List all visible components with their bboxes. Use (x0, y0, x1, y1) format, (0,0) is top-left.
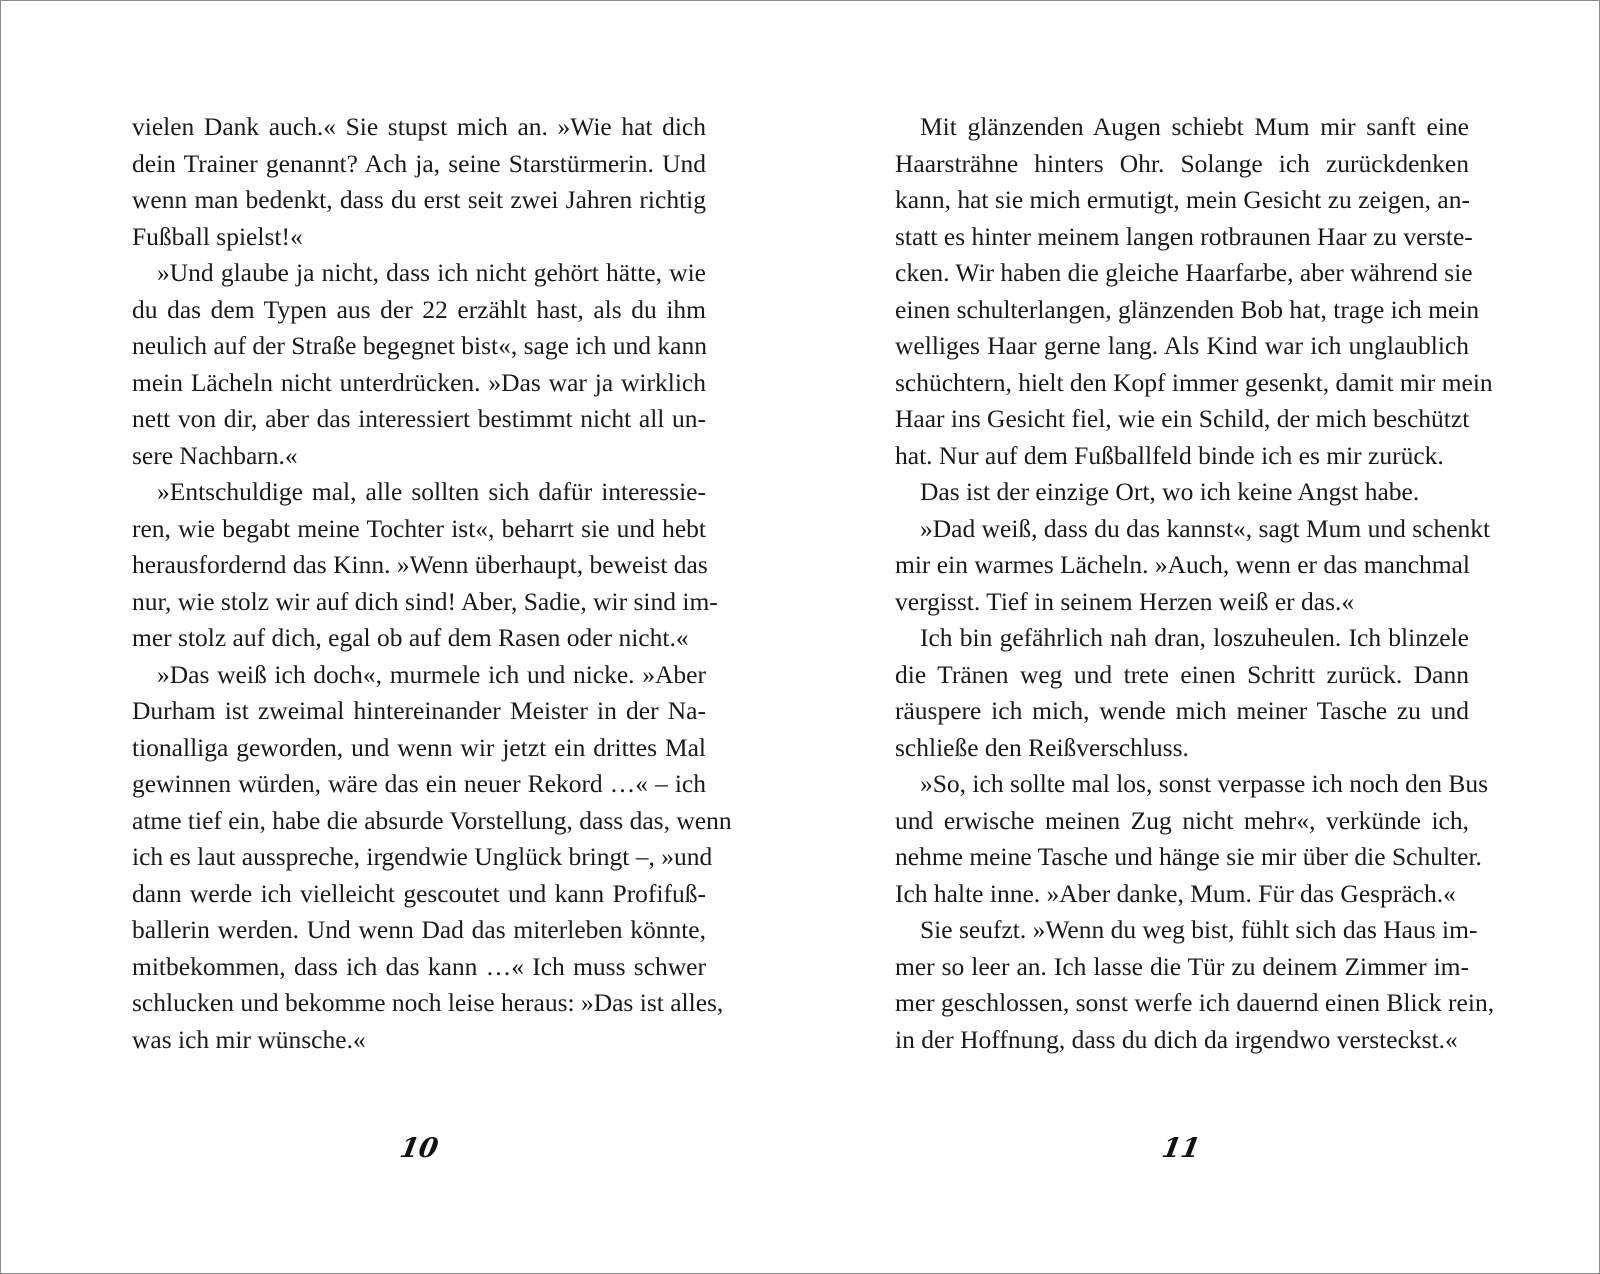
text-line: ich es laut ausspreche, irgendwie Unglück bringt –, »und (132, 842, 713, 871)
text-line: nehme meine Tasche und hänge sie mir über die Schulter. (895, 842, 1482, 871)
text-line: vergisst. Tief in seinem Herzen weiß er das.« (895, 586, 1355, 616)
text-line: welliges Haar gerne lang. Als Kind war ich unglaublich (895, 331, 1469, 360)
text-line: mer stolz auf dich, egal ob auf dem Rasen oder nicht.« (132, 623, 689, 652)
text-line: mer so leer an. Ich lasse die Tür zu deinem Zimmer im- (895, 951, 1469, 981)
text-line: sere Nachbarn.« (132, 440, 298, 470)
page-number-left: 10 (397, 1133, 441, 1164)
text-line: »So, ich sollte mal los, sonst verpasse ich noch den Bus (920, 769, 1489, 798)
text-line: mitbekommen, dass ich das kann …« Ich muss schwer (132, 951, 706, 981)
text-line: Haarsträhne hinters Ohr. Solange ich zurückdenken (895, 148, 1469, 178)
text-line: die Tränen weg und trete einen Schritt zurück. Dann (895, 659, 1469, 689)
text-line: dein Trainer genannt? Ach ja, seine Starstürmerin. Und (132, 148, 706, 178)
text-line: nett von dir, aber das interessiert bestimmt nicht all un- (132, 404, 706, 433)
text-line: Ich halte inne. »Aber danke, Mum. Für das Gespräch.« (895, 878, 1456, 908)
text-line: cken. Wir haben die gleiche Haarfarbe, aber während sie (895, 258, 1473, 287)
text-line: mein Lächeln nicht unterdrücken. »Das war ja wirklich (132, 367, 706, 397)
text-line: mer geschlossen, sonst werfe ich dauernd einen Blick rein, (895, 988, 1495, 1017)
text-line: räuspere ich mich, wende mich meiner Tasche zu und (895, 696, 1469, 725)
text-line: »Das weiß ich doch«, murmele ich und nicke. »Aber (157, 659, 706, 689)
text-line: »Dad weiß, dass du das kannst«, sagt Mum und schenkt (920, 513, 1491, 543)
text-line: Mit glänzenden Augen schiebt Mum mir sanft eine (920, 112, 1469, 141)
text-line: tionalliga geworden, und wenn wir jetzt ein drittes Mal (132, 732, 706, 762)
text-line: nur, wie stolz wir auf dich sind! Aber, Sadie, wir sind im- (132, 586, 718, 616)
text-line: Durham ist zweimal hintereinander Meister in der Na- (132, 696, 706, 725)
text-line: neulich auf der Straße begegnet bist«, sage ich und kann (132, 331, 707, 360)
text-line: »Entschuldige mal, alle sollten sich dafür interessie- (157, 477, 706, 506)
text-line: vielen Dank auch.« Sie stupst mich an. »Wie hat dich (132, 112, 706, 141)
left-page-text (132, 109, 732, 1058)
text-line: ballerin werden. Und wenn Dad das miterleben könnte, (132, 915, 706, 944)
text-line: atme tief ein, habe die absurde Vorstellung, dass das, wenn (132, 805, 732, 835)
text-line: schließe den Reißverschluss. (895, 732, 1189, 762)
text-line: Das ist der einzige Ort, wo ich keine Angst habe. (920, 477, 1420, 506)
text-line: wenn man bedenkt, dass du erst seit zwei Jahren richtig (132, 185, 706, 214)
text-line: »Und glaube ja nicht, dass ich nicht gehört hätte, wie (157, 258, 706, 287)
text-line: du das dem Typen aus der 22 erzählt hast, als du ihm (132, 294, 706, 324)
text-line: schlucken und bekomme noch leise heraus: »Das ist alles, (132, 988, 724, 1017)
text-line: statt es hinter meinem langen rotbraunen Haar zu verste- (895, 221, 1473, 251)
text-line: schüchtern, hielt den Kopf immer gesenkt, damit mir mein (895, 367, 1493, 397)
text-line: dann werde ich vielleicht gescoutet und kann Profifuß- (132, 878, 706, 908)
text-line: mir ein warmes Lächeln. »Auch, wenn er das manchmal (895, 550, 1470, 579)
text-line: in der Hoffnung, dass du dich da irgendwo versteckst.« (895, 1024, 1458, 1054)
text-line: Fußball spielst!« (132, 221, 303, 251)
text-line: kann, hat sie mich ermutigt, mein Gesicht zu zeigen, an- (895, 185, 1470, 214)
text-line: Ich bin gefährlich nah dran, loszuheulen. Ich blinzele (920, 623, 1469, 652)
right-page-text (895, 109, 1495, 1058)
text-line: hat. Nur auf dem Fußballfeld binde ich es mir zurück. (895, 440, 1444, 470)
text-line: Haar ins Gesicht fiel, wie ein Schild, der mich beschützt (895, 404, 1470, 433)
text-line: herausfordernd das Kinn. »Wenn überhaupt, beweist das (132, 550, 708, 579)
text-line: was ich mir wünsche.« (132, 1024, 366, 1054)
text-line: Sie seufzt. »Wenn du weg bist, fühlt sich das Haus im- (920, 915, 1478, 944)
text-line: und erwische meinen Zug nicht mehr«, verkünde ich, (895, 805, 1469, 835)
text-line: einen schulterlangen, glänzenden Bob hat, trage ich mein (895, 294, 1480, 324)
text-line: ren, wie begabt meine Tochter ist«, beharrt sie und hebt (132, 513, 706, 543)
page-number-right: 11 (1159, 1133, 1203, 1164)
text-line: gewinnen würden, wäre das ein neuer Rekord …« – ich (132, 769, 706, 798)
